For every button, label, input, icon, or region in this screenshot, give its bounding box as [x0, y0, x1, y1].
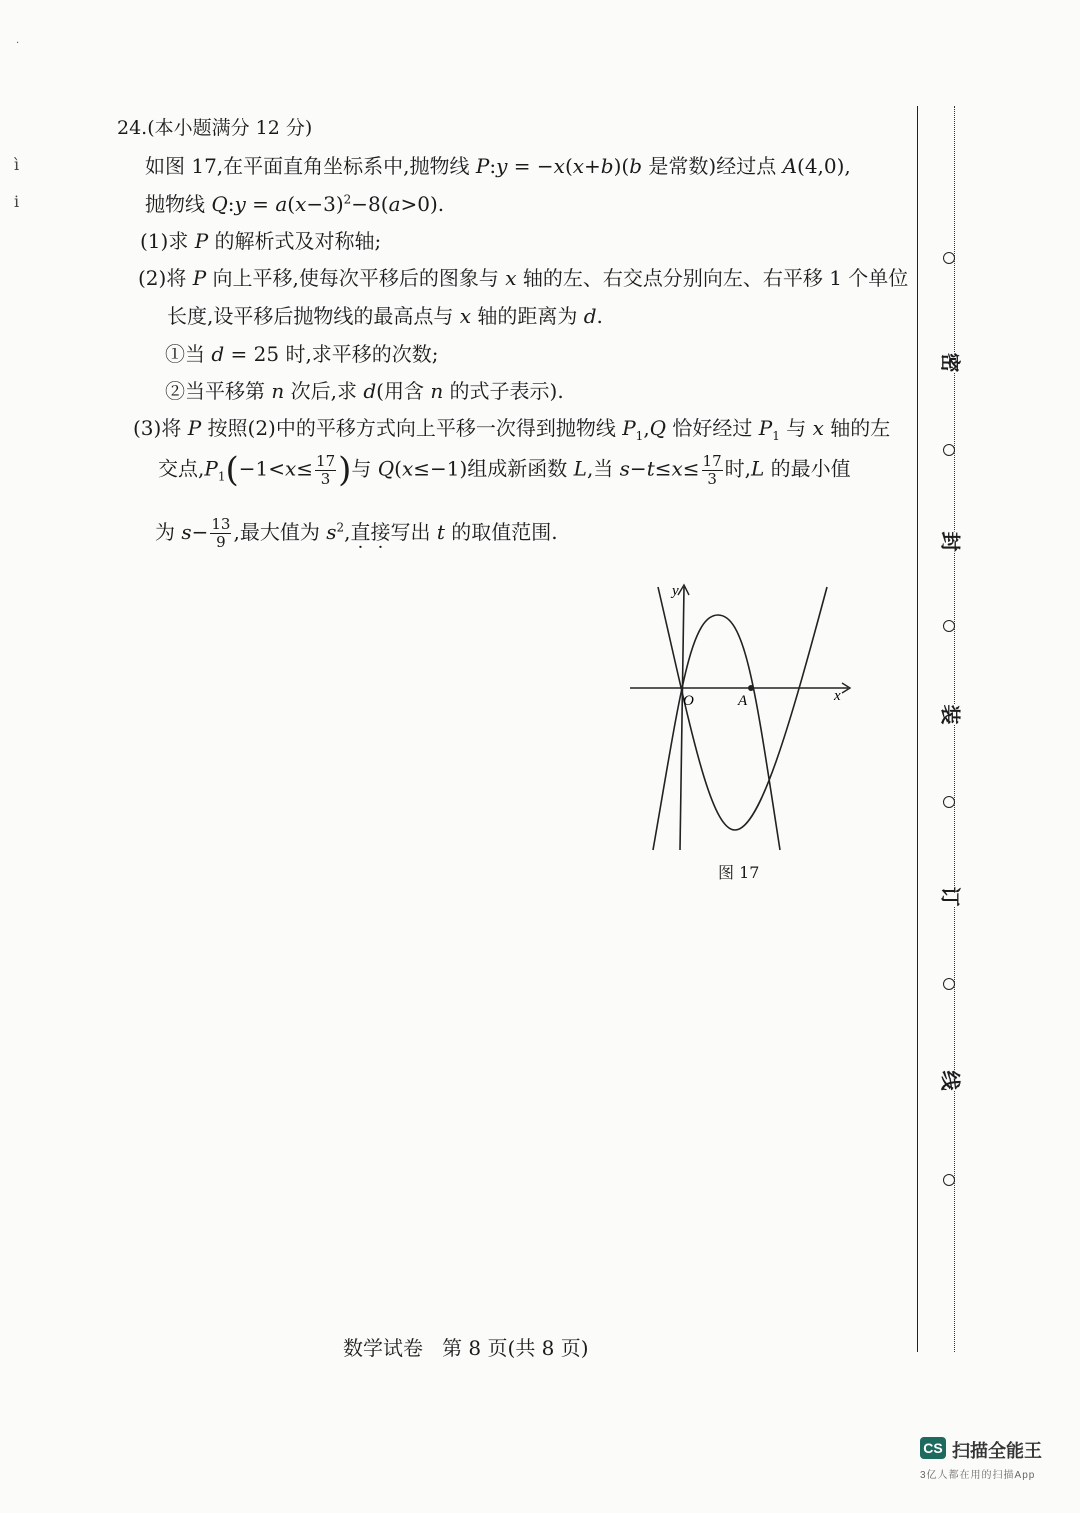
- fraction-13-9: $\frac{13}{9}$: [211, 515, 231, 551]
- margin-circle: [943, 620, 955, 632]
- figure-17: [620, 575, 860, 855]
- margin-circle: [943, 1174, 955, 1186]
- origin-label: O: [683, 693, 694, 709]
- fraction-17-3: $\frac{17}{3}$: [702, 451, 722, 488]
- camscanner-name: 扫描全能王: [952, 1441, 1042, 1461]
- edge-mark: ì: [14, 155, 20, 174]
- y-label: y: [672, 583, 679, 599]
- stem-line-1: 如图 17,在平面直角坐标系中,抛物线 P:y = −x(x+b)(b 是常数)经过点 A(4,0),: [145, 154, 851, 178]
- point-a-label: A: [738, 693, 748, 709]
- edge-mark: ·: [16, 38, 20, 49]
- part-2-line-2: 长度,设平移后抛物线的最高点与 x 轴的距离为 d.: [167, 304, 603, 328]
- margin-label-ding: 订: [938, 887, 967, 907]
- part-3-line-1: (3)将 P 按照(2)中的平移方式向上平移一次得到抛物线 $P_1,Q$ 恰好经过 $P_1$ 与 x 轴的左: [133, 416, 891, 443]
- part-3-line-3: 为 s− $\frac{13}{9}$ ,最大值为 $s^2$,直接写出 t 的取值范围.: [155, 515, 558, 551]
- camscanner-tagline: 3亿人都在用的扫描App: [920, 1470, 1036, 1481]
- part-2-sub-2: ②当平移第 n 次后,求 d(用含 n 的式子表示).: [165, 379, 564, 403]
- part-1: (1)求 P 的解析式及对称轴;: [140, 229, 382, 253]
- fraction-17-3: $\frac{17}{3}$: [316, 451, 336, 488]
- part-2-line-1: (2)将 P 向上平移,使每次平移后的图象与 x 轴的左、右交点分别向左、右平移 1 个单位: [138, 266, 909, 290]
- stem-line-2: 抛物线 Q:y = $a(x-3)^2-8(a>0)$.: [145, 192, 445, 216]
- margin-circle: [943, 444, 955, 456]
- margin-label-zhuang: 装: [938, 705, 967, 725]
- margin-circle: [943, 252, 955, 264]
- margin-label-xian: 线: [938, 1071, 967, 1091]
- camscanner-logo: CS: [920, 1437, 946, 1459]
- edge-mark: i: [14, 192, 20, 211]
- figure-caption: 图 17: [718, 863, 760, 882]
- y-axis: [680, 587, 684, 850]
- margin-label-mi: 密: [938, 353, 967, 373]
- part-2-sub-1: ①当 d = 25 时,求平移的次数;: [165, 342, 439, 366]
- question-header: 24.(本小题满分 12 分): [117, 117, 313, 139]
- margin-dotted-line: [954, 106, 955, 1352]
- point-a: [748, 685, 754, 691]
- x-label: x: [834, 688, 841, 704]
- margin-label-feng: 封: [938, 532, 967, 552]
- margin-solid-line: [917, 106, 918, 1352]
- part-3-line-2: 交点$,P_1(-1<x\le$ $\frac{17}{3}$ )与 Q(x≤−1)组成新函数 L,当 s−t≤x≤ $\frac{17}{3}$ 时,L 的最小值: [158, 450, 851, 490]
- margin-circle: [943, 796, 955, 808]
- margin-circle: [943, 978, 955, 990]
- page-footer: 数学试卷 第 8 页(共 8 页): [343, 1336, 589, 1360]
